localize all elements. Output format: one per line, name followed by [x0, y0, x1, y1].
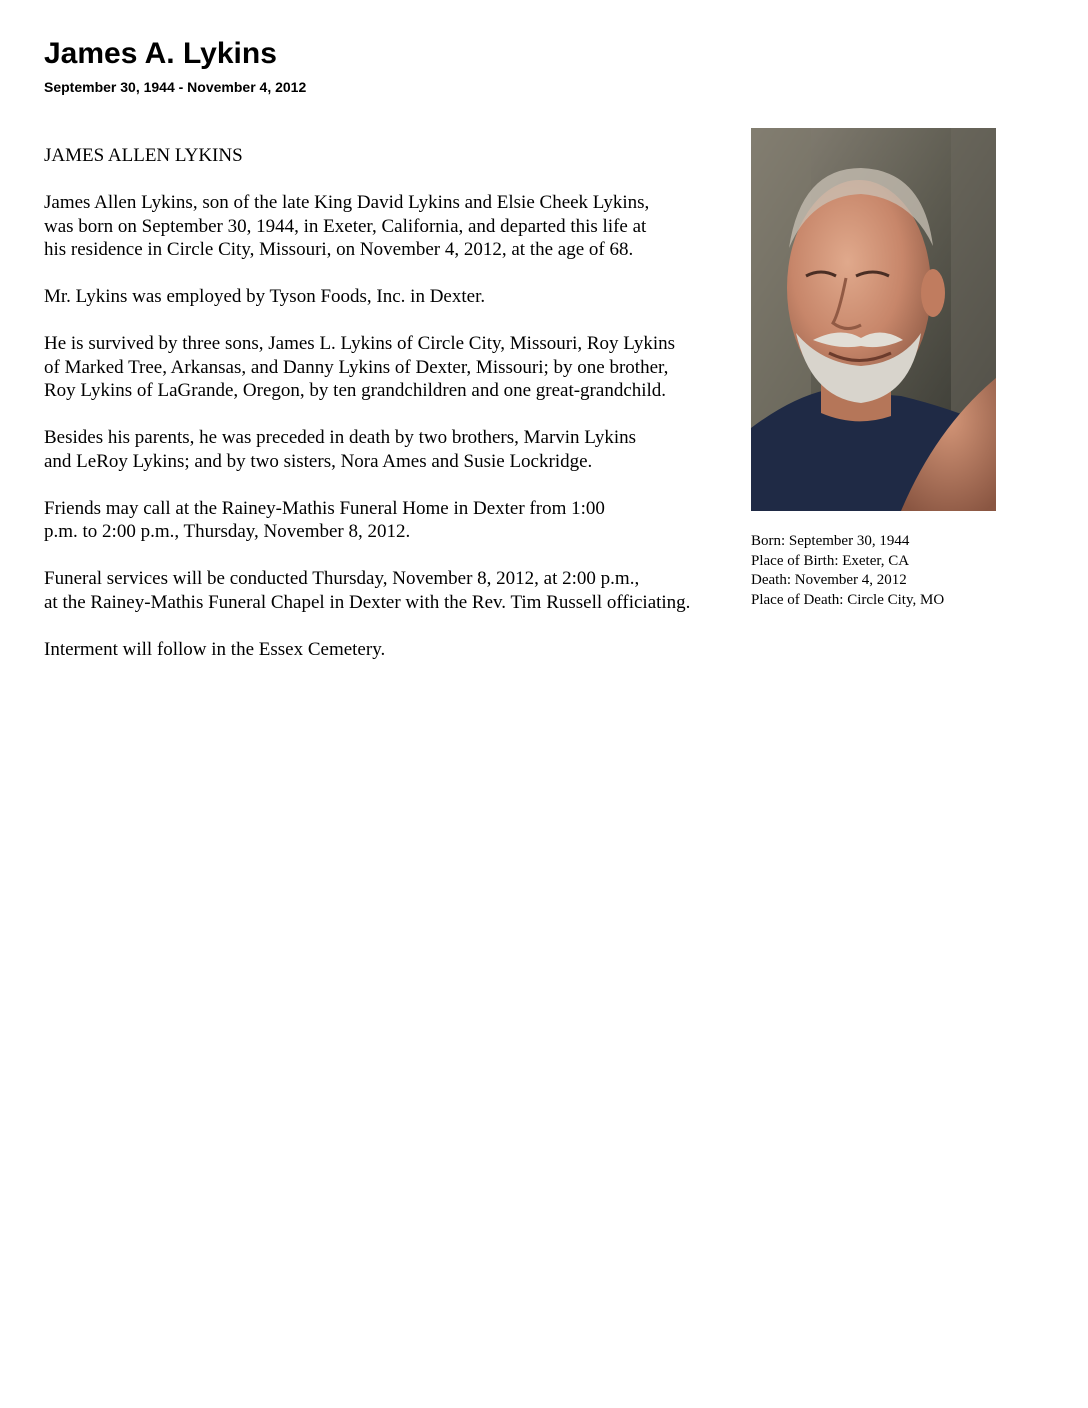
paragraph-line: Mr. Lykins was employed by Tyson Foods, Inc. in Dexter.	[44, 286, 486, 307]
paragraph-visitation	[44, 497, 764, 544]
paragraph-line: James Allen Lykins, son of the late King David Lykins and Elsie Cheek Lykins,	[44, 192, 650, 213]
paragraph-survivors	[44, 332, 764, 403]
paragraph-biography	[44, 191, 764, 262]
obituary-heading	[44, 144, 764, 168]
fact-born: Born: September 30, 1944	[751, 533, 910, 549]
paragraph-line: Interment will follow in the Essex Cemetery.	[44, 638, 386, 660]
paragraph-line: his residence in Circle City, Missouri, on November 4, 2012, at the age of 68.	[44, 239, 634, 260]
paragraph-line: He is survived by three sons, James L. Lykins of Circle City, Missouri, Roy Lykins	[44, 333, 676, 354]
paragraph-line: Friends may call at the Rainey-Mathis Funeral Home in Dexter from 1:00	[44, 497, 605, 519]
paragraph-line: Funeral services will be conducted Thursday, November 8, 2012, at 2:00 p.m.,	[44, 568, 640, 589]
obituary-text	[44, 144, 764, 685]
paragraph-services	[44, 567, 764, 614]
page-title: James A. Lykins	[44, 37, 277, 70]
vital-facts	[751, 532, 944, 610]
paragraph-line: was born on September 30, 1944, in Exeter, California, and departed this life at	[44, 215, 647, 237]
portrait-photo	[751, 128, 996, 511]
paragraph-line: and LeRoy Lykins; and by two sisters, Nora Ames and Susie Lockridge.	[44, 450, 593, 472]
paragraph-line: at the Rainey-Mathis Funeral Chapel in Dexter with the Rev. Tim Russell officiating.	[44, 591, 691, 613]
paragraph-line: Besides his parents, he was preceded in death by two brothers, Marvin Lykins	[44, 427, 637, 448]
fact-place-of-death: Place of Death: Circle City, MO	[751, 591, 945, 608]
paragraph-line: p.m. to 2:00 p.m., Thursday, November 8, 2012.	[44, 521, 411, 542]
paragraph-employment	[44, 285, 764, 309]
paragraph-line: of Marked Tree, Arkansas, and Danny Lykins of Dexter, Missouri; by one brother,	[44, 356, 669, 378]
paragraph-line: Roy Lykins of LaGrande, Oregon, by ten grandchildren and one great-grandchild.	[44, 380, 667, 401]
paragraph-interment	[44, 638, 764, 662]
obituary-heading-text: JAMES ALLEN LYKINS	[44, 145, 243, 166]
fact-death: Death: November 4, 2012	[751, 572, 907, 588]
paragraph-preceded	[44, 426, 764, 473]
portrait-illustration	[751, 128, 996, 511]
fact-place-of-birth: Place of Birth: Exeter, CA	[751, 552, 910, 569]
life-dates: September 30, 1944 - November 4, 2012	[44, 79, 307, 95]
